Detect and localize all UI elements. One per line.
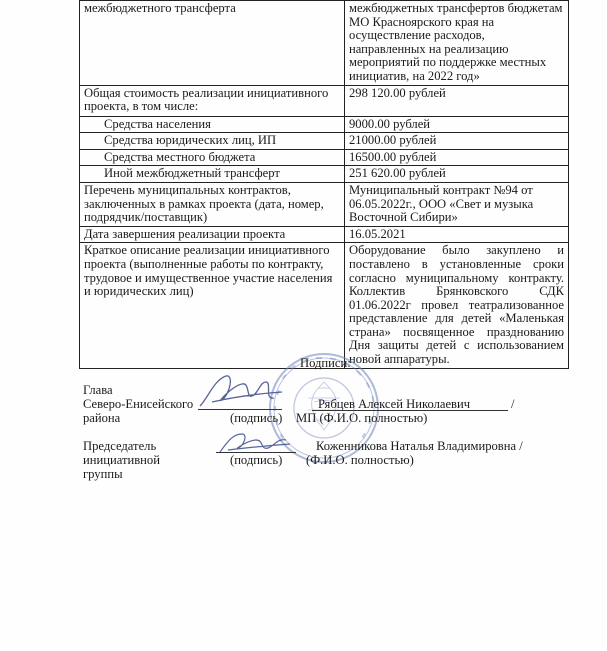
row-label: Дата завершения реализации проекта (80, 226, 345, 243)
signatures-heading: Подписи: (300, 356, 351, 370)
head-signature-icon (190, 368, 290, 412)
row-value: межбюджетных трансфертов бюджетам МО Красноярского края на осуществление расходов, направленных на реализацию мероприятий по поддержке местных инициатив, на 2022 год» (345, 1, 569, 86)
table-row (80, 226, 569, 243)
project-info-table (79, 0, 569, 369)
row-label: Средства местного бюджета (80, 149, 345, 166)
row-value: Оборудование было закуплено и поставлено в установленные сроки согласно муниципальному контракту. Коллектив Брянковского СДК 01.06.2022г провел театрализованное представление для детей «Маленькая страна» посвященное празднованию Дня защиты детей с использованием новой аппаратуры. (345, 243, 569, 368)
table-row (80, 133, 569, 150)
head-name-slash: / (511, 397, 515, 411)
head-mp-fio-label: МП (Ф.И.О. полностью) (296, 411, 428, 425)
chair-role-line2: инициативной (83, 453, 160, 467)
head-name: Рябцев Алексей Николаевич (318, 397, 471, 411)
row-label: Средства юридических лиц, ИП (80, 133, 345, 150)
row-value: 21000.00 рублей (345, 133, 569, 150)
chair-role-line3: группы (83, 467, 123, 481)
row-label: Краткое описание реализации инициативного проекта (выполненные работы по контракту, трудовое и имущественное участие населения и юридических лиц) (80, 243, 345, 368)
row-label: межбюджетного трансферта (80, 1, 345, 86)
chair-role-line1: Председатель (83, 439, 157, 453)
chair-fio-label: (Ф.И.О. полностью) (306, 453, 414, 467)
row-label: Средства населения (80, 116, 345, 133)
row-value: 298 120.00 рублей (345, 85, 569, 116)
row-label: Иной межбюджетный трансферт (80, 166, 345, 183)
head-role-line3: района (83, 411, 121, 425)
table-row (80, 1, 569, 86)
row-label: Перечень муниципальных контрактов, заключенных в рамках проекта (дата, номер, подрядчик/поставщик) (80, 182, 345, 226)
table-row (80, 166, 569, 183)
head-podpis-label: (подпись) (230, 411, 283, 425)
chair-name: Коженникова Наталья Владимировна / (316, 439, 523, 453)
row-value: 251 620.00 рублей (345, 166, 569, 183)
row-value: 9000.00 рублей (345, 116, 569, 133)
row-value: 16.05.2021 (345, 226, 569, 243)
table-row (80, 243, 569, 368)
table-row (80, 85, 569, 116)
table-row (80, 116, 569, 133)
chair-podpis-label: (подпись) (230, 453, 283, 467)
head-role-line1: Глава (83, 383, 113, 397)
table-row (80, 149, 569, 166)
table-row (80, 182, 569, 226)
row-value: 16500.00 рублей (345, 149, 569, 166)
head-role-line2: Северо-Енисейского (83, 397, 194, 411)
row-label: Общая стоимость реализации инициативного проекта, в том числе: (80, 85, 345, 116)
row-value: Муниципальный контракт №94 от 06.05.2022г., ООО «Свет и музыка Восточной Сибири» (345, 182, 569, 226)
